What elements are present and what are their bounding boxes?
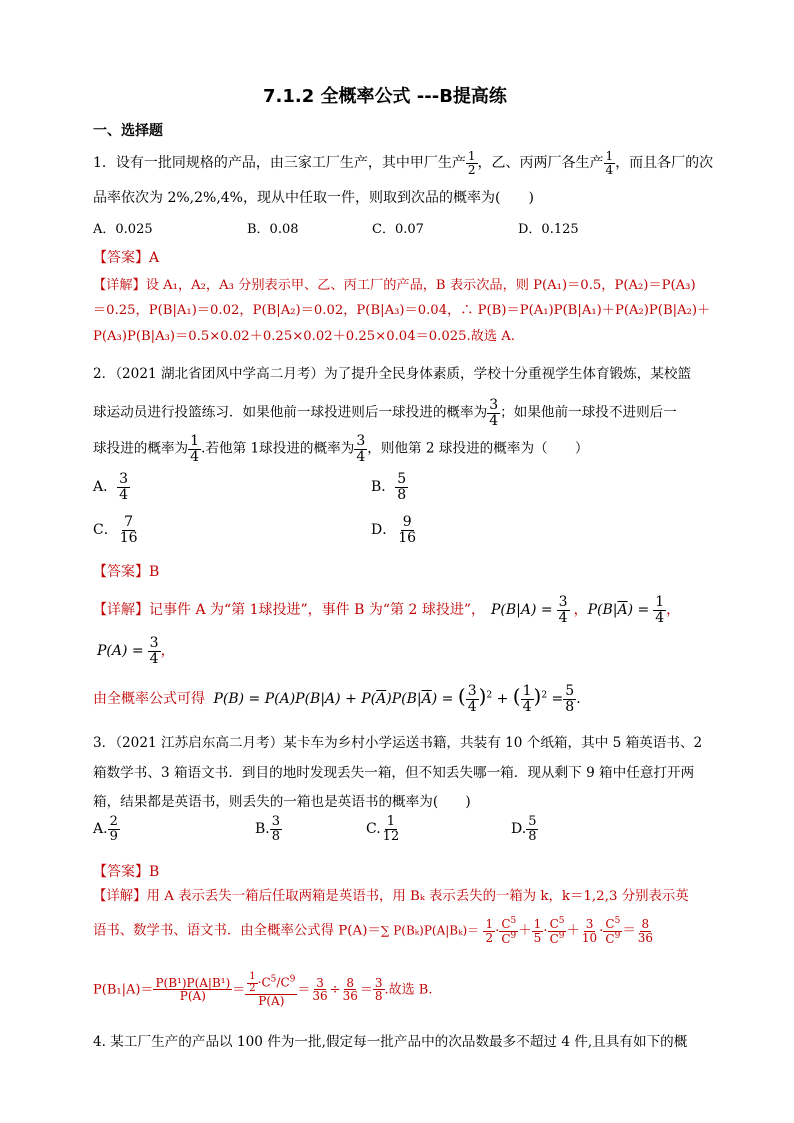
q2-option-c: C． $\frac{7}{16}$ <box>93 514 138 546</box>
question-2-line-3: 球投进的概率为 $\frac{1}{4}$ .若他第 1球投进的概率为 $\frac{3}{4}$ ，则他第 2 球投进的概率为（ ） <box>93 433 589 465</box>
q2-option-a: A． $\frac{3}{4}$ <box>93 471 129 503</box>
q1-option-c: C．0.07 <box>372 222 424 237</box>
q2-option-b: B． $\frac{5}{8}$ <box>371 471 407 503</box>
question-1-line-1: 1．设有一批同规格的产品，由三家工厂生产，其中甲厂生产 $\frac{1}{2}$ ，乙、丙两厂各生产 $\frac{1}{4}$ ，而且各厂的次 <box>93 149 714 177</box>
q1-detail-2: ＝0.25，P(B|A₁)＝0.02，P(B|A₂)＝0.02，P(B|A₃)＝0.04，∴ P(B)＝P(A₁)P(B|A₁)＋P(A₂)P(B|A₂)＋ <box>93 303 711 318</box>
q1-detail-1: 【详解】设 A₁，A₂，A₃ 分别表示甲、乙、丙工厂的产品，B 表示次品，则 P(A₁)＝0.5，P(A₂)＝P(A₃) <box>93 278 696 293</box>
q1-answer: 【答案】A <box>93 250 160 266</box>
q1-option-a: A．0.025 <box>93 222 153 237</box>
document-title: 7.1.2 全概率公式 ---B提高练 <box>263 86 507 107</box>
question-2-line-1: 2．（2021 湖北省团风中学高二月考）为了提升全民身体素质，学校十分重视学生体育锻炼，某校篮 <box>93 366 692 382</box>
q3-option-d: D. $\frac{5}{8}$ <box>511 814 537 844</box>
q3-answer: 【答案】B <box>93 864 160 880</box>
question-2-line-2: 球运动员进行投篮练习．如果他前一球投进则后一球投进的概率为 $\frac{3}{4}$ ；如果他前一球投不进则后一 <box>93 397 677 429</box>
q2-detail-3: 由全概率公式可得 $P(B) = P(A)P(B|A) + P(\overline{A})P(B|\overline{A})$ = ( $\frac{3}{4}$ )$^2$ + ( $\frac{1}{4}$ )$^2$ = $\frac{5}{8}$ . <box>93 683 581 715</box>
q3-detail-1: 【详解】用 A 表示丢失一箱后任取两箱是英语书，用 Bₖ 表示丢失的一箱为 k，k＝1,2,3 分别表示英 <box>93 889 689 904</box>
q3-option-b: B. $\frac{3}{8}$ <box>255 814 281 844</box>
q2-answer: 【答案】B <box>93 564 160 580</box>
q2-detail-1: 【详解】记事件 A 为“第 1球投进”，事件 B 为“第 2 球投进”， P(B|A) = $\frac{3}{4}$ ，$P(B|\overline{A})$ = $\frac{1}{4}$ ， <box>93 594 681 626</box>
q2-option-d: D． $\frac{9}{16}$ <box>371 514 417 546</box>
question-4-line-1: 4. 某工厂生产的产品以 100 件为一批,假定每一批产品中的次品数最多不超过 4 件,且具有如下的概 <box>93 1034 688 1050</box>
section-heading: 一、选择题 <box>93 123 163 139</box>
q3-option-a: A. $\frac{2}{9}$ <box>93 814 118 844</box>
question-3-line-1: 3．（2021 江苏启东高二月考）某卡车为乡村小学运送书籍，共装有 10 个纸箱，其中 5 箱英语书、2 <box>93 735 703 751</box>
q3-detail-2: 语书、数学书、语文书．由全概率公式得 P(A)＝∑ P(Bₖ)P(A|Bₖ)＝ $\frac{1}{2}$ · $\frac{C^5}{C^9}$ ＋ $\frac{1}{5}$ · $\frac{C^5}{C^9}$ ＋ $\frac{3}{10}$ · $\frac{C^5}{C^9}$ ＝ $\frac{8}{36}$ <box>93 916 654 946</box>
question-3-line-2: 箱数学书、3 箱语文书．到目的地时发现丢失一箱，但不知丢失哪一箱．现从剩下 9 箱中任意打开两 <box>93 765 695 781</box>
question-3-line-3: 箱，结果都是英语书，则丢失的一箱也是英语书的概率为( ) <box>93 794 471 810</box>
q2-detail-2: P(A) = $\frac{3}{4}$ ， <box>97 635 175 667</box>
q1-option-d: D．0.125 <box>518 222 579 237</box>
q1-option-b: B．0.08 <box>247 222 299 237</box>
question-1-line-2: 品率依次为 2%,2%,4%，现从中任取一件，则取到次品的概率为( ) <box>93 190 534 206</box>
q3-detail-3: P(B₁|A)＝ $\frac{\text{P(B¹)P(A|B¹)}}{P(A)}$ ＝ $\frac{1}{2}$ $\cdot C^5/C^9$ P(A) ＝ $\frac{3}{36}$ ÷ $\frac{8}{36}$ ＝ $\frac{3}{8}$ .故选 B. <box>93 971 433 1008</box>
q1-detail-3: P(A₃)P(B|A₃)＝0.5×0.02＋0.25×0.02＋0.25×0.04＝0.025.故选 A. <box>93 329 515 344</box>
q3-option-c: C. $\frac{1}{12}$ <box>366 814 400 844</box>
